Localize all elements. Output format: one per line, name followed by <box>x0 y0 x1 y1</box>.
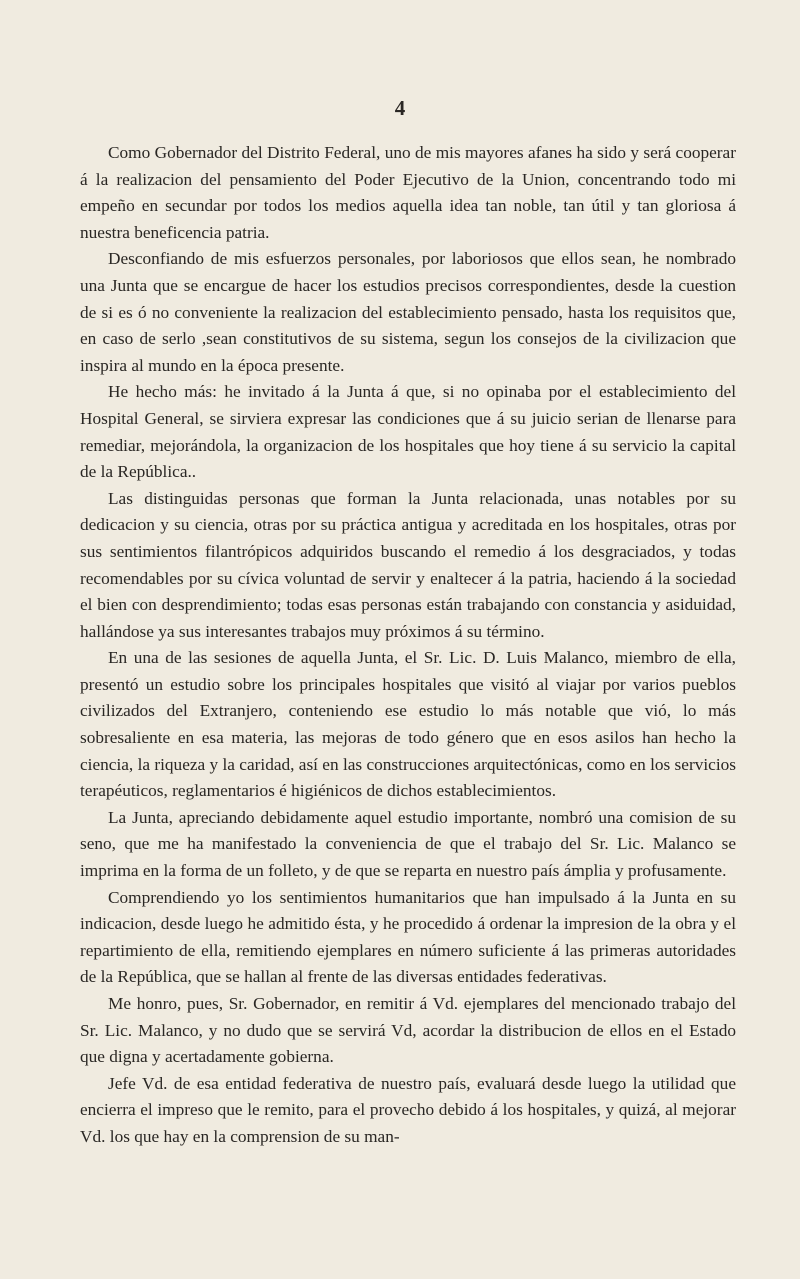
page-number: 4 <box>394 96 406 120</box>
paragraph-6: La Junta, apreciando debidamente aquel estudio importante, nombró una comision de su seno, que me ha manifestado la conveniencia de que el trabajo del Sr. Lic. Malanco se imprima en la forma de un folleto, y de que se reparta en nuestro país ámplia y profusamente. <box>80 807 736 881</box>
paragraph-2: Desconfiando de mis esfuerzos personales, por laboriosos que ellos sean, he nombrado una Junta que se encargue de hacer los estudios precisos correspondientes, desde la cuestion de si es ó no conveniente la realizacion del establecimiento pensado, hasta los requisitos que, en caso de serlo ,sean constitutivos de su sistema, segun los consejos de la civilizacion que inspira al mundo en la época presente. <box>80 249 736 375</box>
paragraph-7: Comprendiendo yo los sentimientos humanitarios que han impulsado á la Junta en su indicacion, desde luego he admitido ésta, y he procedido á ordenar la impresion de la obra y el repartimiento de ella, remitiendo ejemplares en número suficiente á las primeras autoridades de la República, que se hallan al frente de las diversas entidades federativas. <box>80 887 736 987</box>
paragraph-3: He hecho más: he invitado á la Junta á que, si no opinaba por el establecimiento del Hospital General, se sirviera expresar las condiciones que á su juicio serian de llenarse para remediar, mejorándola, la organizacion de los hospitales que hoy tiene á su servicio la capital de la República.. <box>80 382 736 482</box>
paragraph-4: Las distinguidas personas que forman la Junta relacionada, unas notables por su dedicacion y su ciencia, otras por su práctica antigua y acreditada en los hospitales, otras por sus sentimientos filantrópicos adquiridos buscando el remedio á los desgraciados, y todas recomendables por su cívica voluntad de servir y enaltecer á la patria, haciendo á la sociedad el bien con desprendimiento; todas esas personas están trabajando con constancia y asiduidad, hallándose ya sus interesantes trabajos muy próximos á su término. <box>80 488 736 641</box>
paragraph-9: Jefe Vd. de esa entidad federativa de nuestro país, evaluará desde luego la utilidad que encierra el impreso que le remito, para el provecho debido á los hospitales, y quizá, al mejorar Vd. los que hay en la comprension de su man- <box>80 1073 736 1146</box>
letter-body <box>80 140 736 1151</box>
paragraph-1: Como Gobernador del Distrito Federal, uno de mis mayores afanes ha sido y será cooperar á la realizacion del pensamiento del Poder Ejecutivo de la Union, concentrando todo mi empeño en secundar por todos los medios aquella idea tan noble, tan útil y tan gloriosa á nuestra beneficencia patria. <box>80 143 736 242</box>
paragraph-5: En una de las sesiones de aquella Junta, el Sr. Lic. D. Luis Malanco, miembro de ella, presentó un estudio sobre los principales hospitales que visitó al viajar por varios pueblos civilizados del Extranjero, conteniendo ese estudio lo más notable que vió, lo más sobresaliente en esa materia, las mejoras de todo género que en esos asilos han hecho la ciencia, la riqueza y la caridad, así en las construcciones arquitectónicas, como en los servicios terapéuticos, reglamentarios é higiénicos de dichos establecimientos. <box>80 648 736 801</box>
paragraph-8: Me honro, pues, Sr. Gobernador, en remitir á Vd. ejemplares del mencionado trabajo del Sr. Lic. Malanco, y no dudo que se servirá Vd, acordar la distribucion de ellos en el Estado que digna y acertadamente gobierna. <box>80 994 736 1067</box>
